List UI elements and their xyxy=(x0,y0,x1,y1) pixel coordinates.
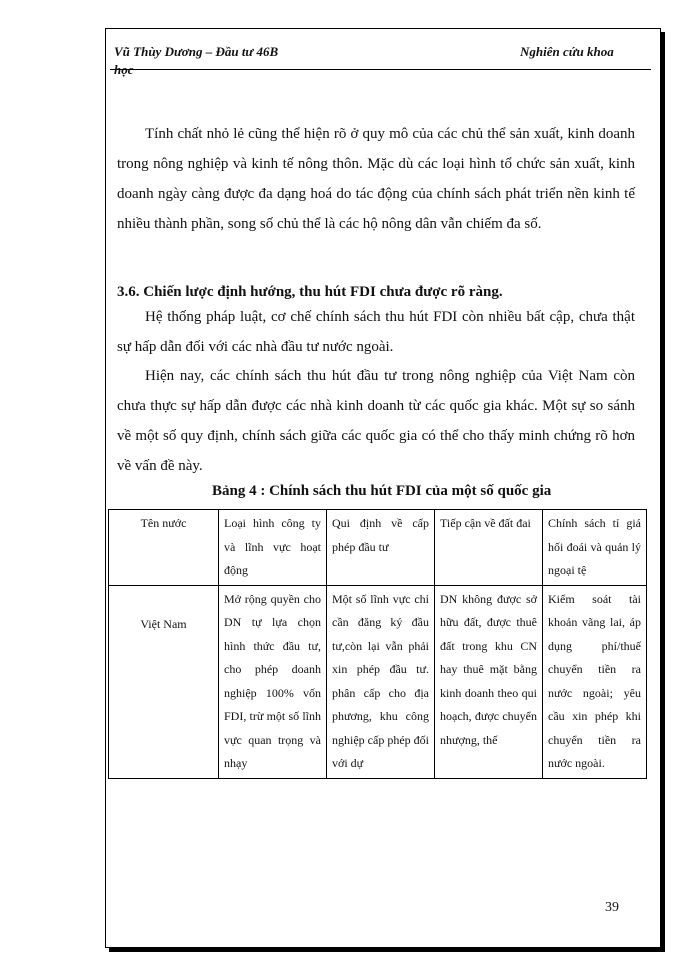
header-cell-land-access: Tiếp cận về đất đai xyxy=(435,510,543,586)
row-cell-land-access: DN không được sở hữu đất, được thuê đất trong khu CN hay thuê mặt bằng kinh doanh theo qui hoạch, được chuyển nhượng, thế xyxy=(435,585,543,778)
row-cell-licensing: Một số lĩnh vực chỉ cần đăng ký đầu tư,còn lại vẫn phải xin phép đầu tư. phân cấp cho địa phương, khu công nghiệp cấp phép đối với dự xyxy=(327,585,435,778)
header-rule xyxy=(110,69,651,70)
fdi-policy-table xyxy=(108,509,647,779)
paragraph-legal-system: Hệ thống pháp luật, cơ chế chính sách thu hút FDI còn nhiều bất cập, chưa thật sự hấp dẫn đối với các nhà đầu tư nước ngoài. xyxy=(117,309,635,355)
paragraph-small-scale: Tính chất nhỏ lẻ cũng thể hiện rõ ở quy mô của các chủ thể sản xuất, kinh doanh trong nông nghiệp và kinh tế nông thôn. Mặc dù các loại hình tổ chức sản xuất, kinh doanh ngày càng được đa dạng hoá do tác động của chính sách phát triển nền kinh tế nhiều thành phần, song số chủ thể là các hộ nông dân vẫn chiếm đa số. xyxy=(117,126,635,232)
section-heading: 3.6. Chiến lược định hướng, thu hút FDI chưa được rõ ràng. xyxy=(117,284,503,300)
table-row xyxy=(109,585,647,778)
row-cell-company-type: Mở rộng quyền cho DN tự lựa chọn hình thức đầu tư, cho phép doanh nghiệp 100% vốn FDI, trừ một số lĩnh vực quan trọng và nhạy xyxy=(219,585,327,778)
page-number: 39 xyxy=(605,900,619,915)
table-header-row xyxy=(109,510,647,586)
header-title: Nghiên cứu khoa xyxy=(520,44,614,59)
header-cell-exchange-policy: Chính sách tỉ giá hối đoái và quản lý ngoại tệ xyxy=(543,510,647,586)
table-caption: Bảng 4 : Chính sách thu hút FDI của một số quốc gia xyxy=(212,483,552,499)
header-cell-company-type: Loại hình công ty và lĩnh vực hoạt động xyxy=(219,510,327,586)
header-title-continued: học xyxy=(114,62,134,77)
row-cell-country: Việt Nam xyxy=(109,585,219,778)
header-cell-country: Tên nước xyxy=(109,510,219,586)
header-author: Vũ Thùy Dương – Đầu tư 46B xyxy=(114,44,279,59)
header-cell-licensing: Qui định về cấp phép đầu tư xyxy=(327,510,435,586)
paragraph-current-policy: Hiện nay, các chính sách thu hút đầu tư trong nông nghiệp của Việt Nam còn chưa thực sự hấp dẫn được các nhà kinh doanh từ các quốc gia khác. Một sự so sánh về một số quy định, chính sách giữa các quốc gia có thể cho thấy minh chứng rõ hơn về vấn đề này. xyxy=(117,368,635,474)
row-cell-exchange-policy: Kiểm soát tài khoản vãng lai, áp dụng phí/thuế chuyển tiền ra nước ngoài; yêu cầu xin phép khi chuyển tiền ra nước ngoài. xyxy=(543,585,647,778)
